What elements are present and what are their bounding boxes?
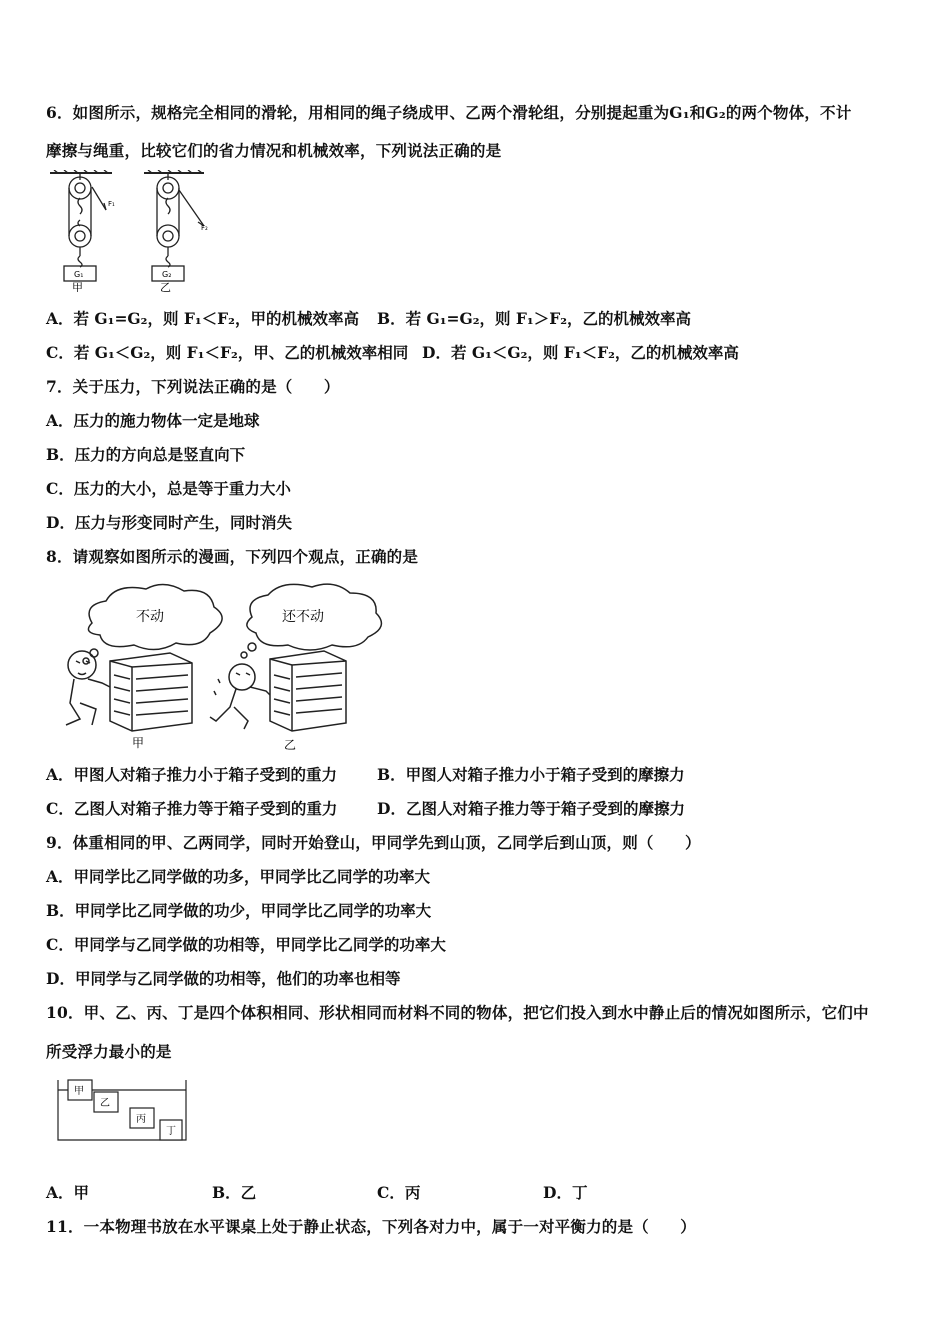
q9-option-b[interactable]: B．甲同学比乙同学做的功少，甲同学比乙同学的功率大 <box>46 901 432 920</box>
pulley-figure <box>44 170 224 292</box>
q9-stem: 9．体重相同的甲、乙两同学，同时开始登山，甲同学先到山顶，乙同学后到山顶，则（ ） <box>46 833 701 852</box>
q7-option-b[interactable]: B．压力的方向总是竖直向下 <box>46 445 246 464</box>
q6-option-a[interactable]: A．若 G₁=G₂，则 F₁＜F₂，甲的机械效率高 <box>46 309 359 328</box>
q7-option-d[interactable]: D．压力与形变同时产生，同时消失 <box>46 513 292 532</box>
pulley-caption-jia: 甲 <box>72 281 83 292</box>
q6-option-b[interactable]: B．若 G₁=G₂，则 F₁＞F₂，乙的机械效率高 <box>377 309 692 328</box>
q6-option-c[interactable]: C．若 G₁＜G₂，则 F₁＜F₂，甲、乙的机械效率相同 <box>46 343 409 362</box>
q7-stem: 7．关于压力，下列说法正确的是（ ） <box>46 377 340 396</box>
f2-label: F₂ <box>201 224 208 232</box>
q6-stem-line1: 6．如图所示，规格完全相同的滑轮，用相同的绳子绕成甲、乙两个滑轮组，分别提起重为G₁和G₂的两个物体，不计 <box>46 103 852 122</box>
q10-option-c[interactable]: C．丙 <box>377 1183 421 1202</box>
g2-label: G₂ <box>162 270 172 279</box>
q9-option-c[interactable]: C．甲同学与乙同学做的功相等，甲同学比乙同学的功率大 <box>46 935 446 954</box>
bubble-text-left: 不动 <box>136 609 164 625</box>
q10-option-a[interactable]: A．甲 <box>46 1183 90 1202</box>
q10-option-b[interactable]: B．乙 <box>212 1183 257 1202</box>
pulley-caption-yi: 乙 <box>160 281 171 292</box>
q11-stem: 11．一本物理书放在水平课桌上处于静止状态，下列各对力中，属于一对平衡力的是（ ） <box>46 1217 696 1236</box>
cartoon-figure <box>52 583 392 753</box>
q10-stem-line2: 所受浮力最小的是 <box>46 1042 172 1061</box>
q7-option-a[interactable]: A．压力的施力物体一定是地球 <box>46 411 260 430</box>
block-jia-label: 甲 <box>74 1086 84 1097</box>
bubble-text-right: 还不动 <box>282 609 324 625</box>
q8-option-a[interactable]: A．甲图人对箱子推力小于箱子受到的重力 <box>46 765 338 784</box>
q8-stem: 8．请观察如图所示的漫画，下列四个观点，正确的是 <box>46 547 419 566</box>
q7-option-c[interactable]: C．压力的大小，总是等于重力大小 <box>46 479 291 498</box>
q10-stem-line1: 10．甲、乙、丙、丁是四个体积相同、形状相同而材料不同的物体，把它们投入到水中静止后的情况如图所示，它们中 <box>46 1003 869 1022</box>
cartoon-caption-yi: 乙 <box>284 738 297 752</box>
q8-option-b[interactable]: B．甲图人对箱子推力小于箱子受到的摩擦力 <box>377 765 685 784</box>
buoyancy-figure <box>54 1072 194 1144</box>
q9-option-d[interactable]: D．甲同学与乙同学做的功相等，他们的功率也相等 <box>46 969 401 988</box>
block-yi-label: 乙 <box>100 1098 110 1109</box>
q6-stem-line2: 摩擦与绳重，比较它们的省力情况和机械效率，下列说法正确的是 <box>46 141 502 160</box>
q9-option-a[interactable]: A．甲同学比乙同学做的功多，甲同学比乙同学的功率大 <box>46 867 431 886</box>
q10-option-d[interactable]: D．丁 <box>543 1183 588 1202</box>
block-ding-label: 丁 <box>166 1126 176 1137</box>
f1-label: F₁ <box>108 200 115 208</box>
q6-option-d[interactable]: D．若 G₁＜G₂，则 F₁＜F₂，乙的机械效率高 <box>422 343 739 362</box>
block-bing-label: 丙 <box>136 1114 146 1125</box>
cartoon-caption-jia: 甲 <box>132 736 145 750</box>
q8-option-d[interactable]: D．乙图人对箱子推力等于箱子受到的摩擦力 <box>377 799 685 818</box>
q8-option-c[interactable]: C．乙图人对箱子推力等于箱子受到的重力 <box>46 799 338 818</box>
g1-label: G₁ <box>74 270 84 279</box>
